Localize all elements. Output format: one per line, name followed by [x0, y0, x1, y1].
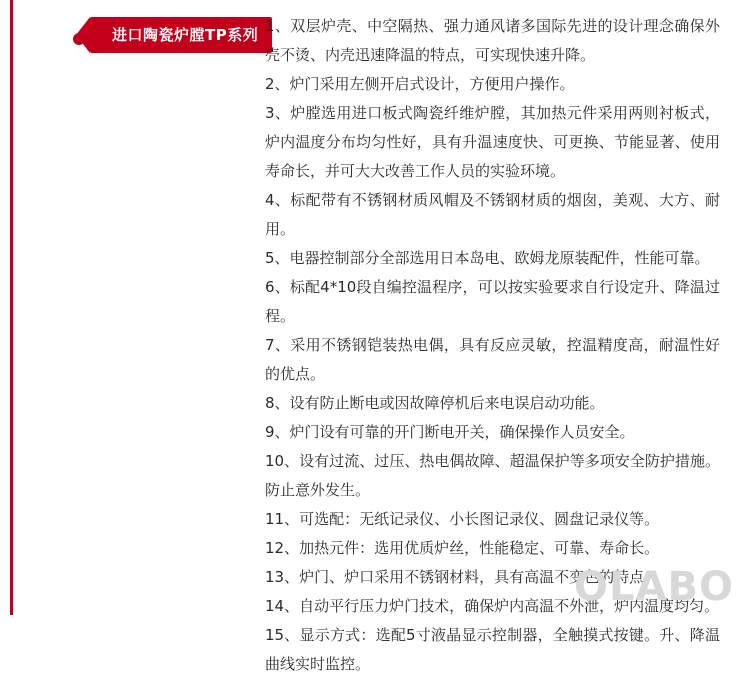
- feature-item: 2、炉门采用左侧开启式设计，方便用户操作。: [265, 75, 575, 93]
- feature-item: 8、设有防止断电或因故障停机后来电误启动功能。: [265, 394, 605, 412]
- feature-item: 10、设有过流、过压、热电偶故障、超温保护等多项安全防护措施。防止意外发生。: [265, 452, 720, 499]
- feature-item: 15、显示方式：选配5寸液晶显示控制器，全触摸式按键。升、降温曲线实时监控。: [265, 626, 720, 673]
- feature-item: 12、加热元件：选用优质炉丝，性能稳定、可靠、寿命长。: [265, 539, 660, 557]
- feature-item: 5、电器控制部分全部选用日本岛电、欧姆龙原装配件，性能可靠。: [265, 249, 710, 267]
- left-red-rule: [10, 0, 13, 615]
- feature-item: 3、炉膛选用进口板式陶瓷纤维炉膛，其加热元件采用两则衬板式，炉内温度分布均匀性好，具有升温速度快、可更换、节能显著、使用寿命长，并可大大改善工作人员的实验环境。: [265, 104, 720, 180]
- feature-item: 7、采用不锈钢铠装热电偶，具有反应灵敏，控温精度高，耐温性好的优点。: [265, 336, 720, 383]
- feature-item: 14、自动平行压力炉门技术，确保炉内高温不外泄，炉内温度均匀。: [265, 597, 720, 615]
- product-series-title: 进口陶瓷炉膛TP系列: [112, 25, 259, 44]
- feature-item: 4、标配带有不锈钢材质风帽及不锈钢材质的烟囱，美观、大方、耐用。: [265, 191, 720, 238]
- feature-item: 6、标配4*10段自编控温程序，可以按实验要求自行设定升、降温过程。: [265, 278, 720, 325]
- feature-item: 1、双层炉壳、中空隔热、强力通风诸多国际先进的设计理念确保外壳不烫、内壳迅速降温的特点，可实现快速升降。: [265, 17, 720, 64]
- feature-item: 11、可选配：无纸记录仪、小长图记录仪、圆盘记录仪等。: [265, 510, 660, 528]
- product-series-banner: [90, 17, 272, 53]
- feature-item: 13、炉门、炉口采用不锈钢材料，具有高温不变色的特点。: [265, 568, 660, 586]
- brand-watermark: OLABO: [574, 564, 734, 610]
- feature-item: 9、炉门设有可靠的开门断电开关，确保操作人员安全。: [265, 423, 635, 441]
